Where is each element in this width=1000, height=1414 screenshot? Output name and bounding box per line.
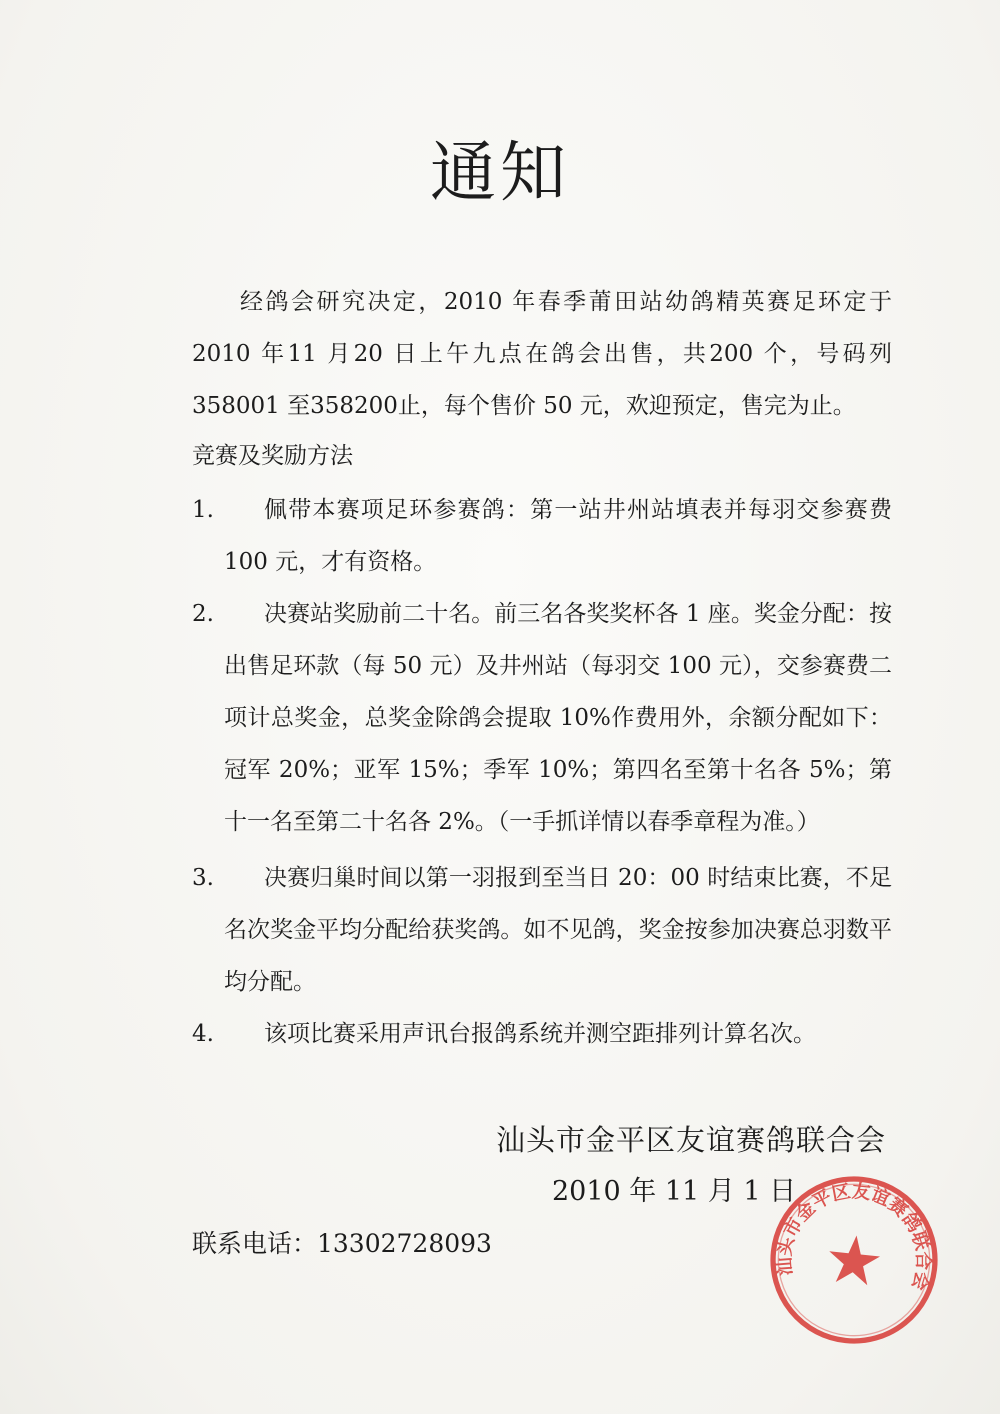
rule-text: 决赛站奖励前二十名。前三名各奖奖杯各 1 座。奖金分配：按出售足环款（每 50 元）及井州站（每羽交 100 元），交参赛费二项计总奖金，总奖金除鸽会提取 10%作费用外，余额分配如下：冠军 20%；亚军 15%；季军 10%；第四名至第十名各 5%；第十一名至第二十名各 2%。（一手抓详情以春季章程为准。） (224, 601, 892, 835)
seal-text: 汕头市金平区友谊赛鸽联合会 (774, 1181, 934, 1293)
contact-phone: 联系电话：13302728093 (192, 1229, 492, 1258)
rule-number: 3. (192, 865, 214, 891)
rule-item-4 (192, 1008, 892, 1060)
issue-date: 2010 年 11 月 1 日 (552, 1176, 797, 1207)
notice-title: 通知 (430, 134, 570, 211)
seal-star (826, 1233, 882, 1286)
rule-text: 佩带本赛项足环参赛鸽：第一站井州站填表并每羽交参赛费100 元，才有资格。 (224, 497, 892, 575)
official-seal-icon (757, 1163, 950, 1356)
rule-text: 决赛归巢时间以第一羽报到至当日 20：00 时结束比赛，不足名次奖金平均分配给获奖鸽。如不见鸽，奖金按参加决赛总羽数平均分配。 (224, 865, 892, 995)
rule-number: 1. (192, 497, 214, 523)
section-heading: 竞赛及奖励方法 (192, 443, 353, 469)
intro-paragraph: 经鸽会研究决定，2010 年春季莆田站幼鸽精英赛足环定于 2010 年11 月20 日上午九点在鸽会出售，共200 个，号码列358001 至358200止，每个售价 50 元，欢迎预定，售完为止。 (192, 289, 892, 419)
rule-number: 2. (192, 601, 214, 627)
rule-item-2 (192, 588, 892, 848)
rule-number: 4. (192, 1021, 214, 1047)
issuing-organization: 汕头市金平区友谊赛鸽联合会 (496, 1123, 887, 1157)
rule-item-1 (192, 484, 892, 588)
rule-text: 该项比赛采用声讯台报鸽系统并测空距排列计算名次。 (264, 1021, 816, 1047)
rule-item-3 (192, 852, 892, 1008)
